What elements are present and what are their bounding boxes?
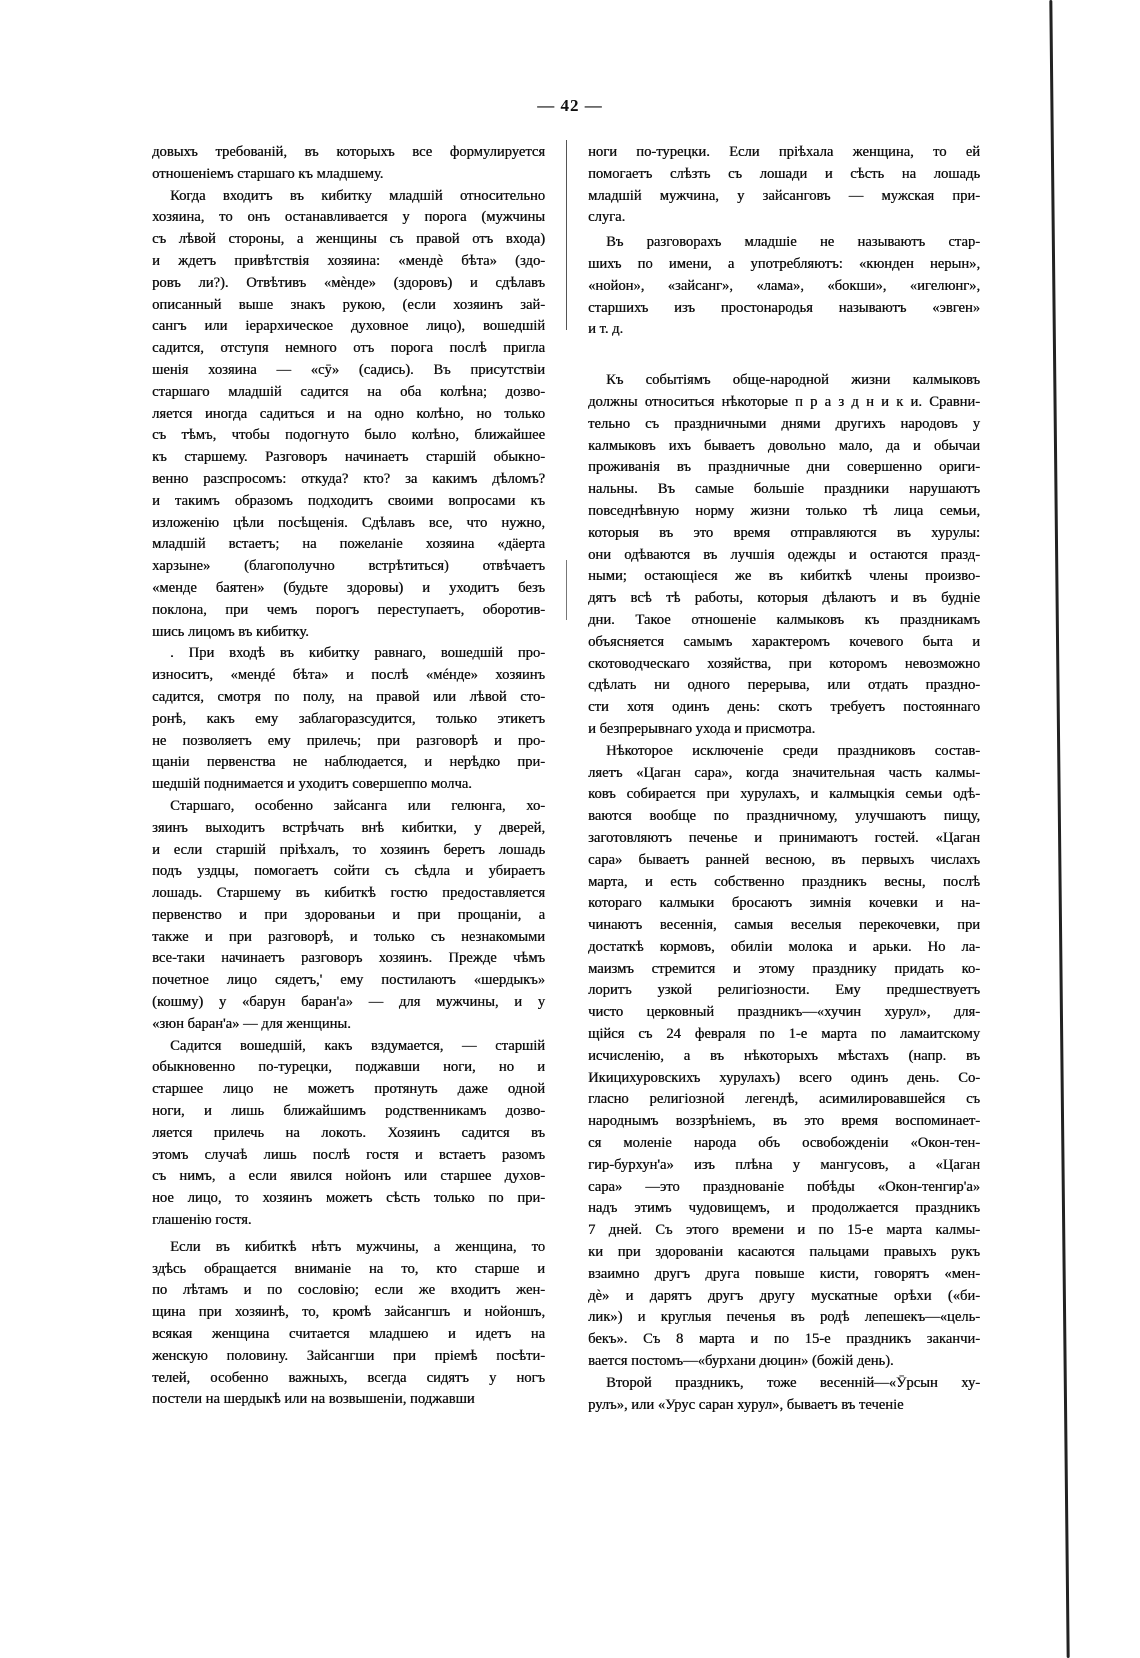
text-line: отношеніемъ старшаго къ младшему. — [152, 165, 384, 182]
page-number: — 42 — — [537, 96, 603, 115]
text-line: нальны. Въ самые большіе праздники нарушаютъ — [588, 481, 980, 498]
text-line: щаніи первенства не наблюдается, и нерѣдко при- — [152, 754, 545, 771]
text-line: старшихъ изъ простонародья называютъ «эвген» — [588, 299, 980, 316]
paragraph — [588, 142, 980, 229]
text-line: поклона, при чемъ порогъ переступаетъ, оборотив- — [152, 601, 545, 618]
text-line: рулъ», или «Урус саран хурул», бываетъ въ теченіе — [588, 1396, 904, 1413]
text-line: достаткѣ кормовъ, обиліи молока и арьки. Но ла- — [588, 938, 980, 955]
text-line: бекъ». Съ 8 марта и по 15-е праздникъ заканчи- — [588, 1331, 980, 1348]
text-line: и такимъ образомъ подходитъ своими вопросами къ — [152, 492, 545, 509]
right-column — [588, 142, 980, 1416]
paragraph — [588, 370, 980, 741]
text-line: . При входѣ въ кибитку равнаго, вошедшій про- — [170, 645, 545, 662]
text-line: этомъ случаѣ лишь послѣ гостя и встаетъ разомъ — [152, 1146, 545, 1163]
text-line: котораго калмыки бросаютъ зимнія кочевки и на- — [588, 895, 980, 912]
text-line: скотоводческаго хозяйства, при которомъ невозможно — [588, 655, 980, 672]
text-line: съ тѣмъ, чтобы подогнуто было колѣно, ближайшее — [152, 427, 545, 444]
text-line: объясняется самымъ характеромъ кочевого быта и — [588, 633, 980, 650]
paragraph — [152, 643, 545, 796]
text-line: дни. Такое отношеніе калмыковъ къ праздникамъ — [588, 611, 980, 628]
text-line: калмыковъ ихъ бываетъ довольно мало, да и обычаи — [588, 437, 980, 454]
text-line: сара» бываетъ ранней весною, въ первыхъ числахъ — [588, 851, 980, 868]
text-line: хозяина, то онъ останавливается у порога (мужчины — [152, 209, 545, 226]
text-line: обыкновенно по-турецки, поджавши ноги, но и — [152, 1059, 545, 1076]
text-line: «нойон», «зайсанг», «лама», «бокши», «игелюнг», — [588, 277, 980, 294]
text-line: младшій мужчина, у зайсанговъ — мужская при- — [588, 187, 980, 204]
text-line: Нѣкоторое исключеніе среди праздниковъ состав- — [606, 742, 980, 759]
text-line: ровъ ли?). Отвѣтивъ «мѐнде» (здоровъ) и сдѣлавъ — [152, 274, 545, 291]
text-line: гласно религіозной легендѣ, асимилировавшейся съ — [588, 1091, 980, 1108]
paragraph — [152, 1237, 545, 1411]
text-line: почетное лицо сядетъ,' ему постилаютъ «шердыкъ» — [152, 972, 545, 989]
text-line: исчисленію, а въ нѣкоторыхъ мѣстахъ (напр. въ — [588, 1047, 980, 1064]
text-line: все-таки начинаетъ разговоръ хозяинъ. Прежде чѣмъ — [152, 950, 545, 967]
text-line: ноги, и лишь ближайшимъ родственникамъ дозво- — [152, 1103, 545, 1120]
text-line: ваются вообще по праздничному, улучшаютъ пищу, — [588, 808, 980, 825]
text-line: ся моленіе народа объ освобожденіи «Окон-тен- — [588, 1135, 980, 1152]
text-line: ки при здорованіи касаются пальцами правыхъ рукъ — [588, 1244, 980, 1261]
text-line: женскую половину. Зайсангши при пріемѣ посѣти- — [152, 1347, 545, 1364]
text-line: Къ событіямъ обще-народной жизни калмыковъ — [606, 372, 980, 389]
text-line: подъ уздцы, помогаетъ сойти съ сѣдла и убираетъ — [152, 863, 545, 880]
paragraph — [152, 1036, 545, 1232]
text-line: сдѣлать ни одного перерыва, или отдать праздно- — [588, 677, 980, 694]
paragraph — [588, 232, 980, 341]
text-line: 7 дней. Съ этого времени и по 15-е марта калмы- — [588, 1222, 980, 1239]
text-line: ляетъ «Цаган сара», когда значительная часть калмы- — [588, 764, 980, 781]
text-line: и ждетъ привѣтствія хозяина: «мендѐ бѣта» (здо- — [152, 252, 545, 269]
text-line: Старшаго, особенно зайсанга или гелюнга, хо- — [170, 797, 545, 814]
text-line: ковъ собирается при хурулахъ, и калмыцкія семьи одѣ- — [588, 786, 980, 803]
text-line: старшее лицо не можетъ протянуть даже одной — [152, 1081, 545, 1098]
text-line: зяинъ выходитъ встрѣчать внѣ кибитки, у дверей, — [152, 819, 545, 836]
text-line: описанный выше знакъ рукою, (если хозяинъ зай- — [152, 296, 545, 313]
text-line: износитъ, «мендé бѣта» и послѣ «мéнде» хозяинъ — [152, 667, 545, 684]
text-line: дѐ» и дарятъ другъ другу мускатные орѣхи («би- — [588, 1287, 980, 1304]
text-line: ное лицо, то хозяинъ можетъ сѣсть только по при- — [152, 1190, 545, 1207]
text-line: вается постомъ—«бурхани дюцин» (божій день). — [588, 1353, 894, 1370]
text-line: первенство и при здорованьи и при прощаніи, а — [152, 906, 545, 923]
paragraph — [152, 796, 545, 1036]
text-line: маизмъ стремится и этому празднику придать ко- — [588, 960, 980, 977]
text-line: заготовляютъ печенье и принимаютъ гостей. «Цаган — [588, 829, 980, 846]
text-line: старшаго младшій садится на оба колѣна; дозво- — [152, 383, 545, 400]
paragraph — [152, 186, 545, 644]
column-divider-fragment — [566, 560, 567, 620]
text-line: телей, особенно важныхъ, всегда сидятъ у ногъ — [152, 1369, 545, 1386]
text-line: младшій встаетъ; на пожеланіе хозяина «дäерта — [152, 536, 545, 553]
text-line: здѣсь обращается вниманіе на то, кто старше и — [152, 1260, 545, 1277]
text-line: лик») и круглыя печенья въ родѣ лепешекъ—«цель- — [588, 1309, 980, 1326]
text-line: гир-бурхун'а» изъ плѣна у мангусовъ, а «Цаган — [588, 1156, 980, 1173]
text-line: (кошму) у «барун баран'а» — для мужчины, и у — [152, 994, 545, 1011]
text-line: Если въ кибиткѣ нѣтъ мужчины, а женщина, то — [170, 1238, 545, 1255]
text-line: щійся съ 24 февраля по 1-е марта по ламаитскому — [588, 1026, 980, 1043]
text-line: садится, смотря по полу, на правой или лѣвой сто- — [152, 688, 545, 705]
text-line: ляется иногда садиться и на одно колѣно, но только — [152, 405, 545, 422]
text-line: шихъ по имени, а употребляютъ: «кюнден нерын», — [588, 255, 980, 272]
text-line: не позволяетъ ему прилечь; при разговорѣ и про- — [152, 732, 545, 749]
text-line: которыя въ это время отправляются въ хурулы: — [588, 524, 980, 541]
text-line: Садится вошедшій, какъ вздумается, — старшій — [170, 1037, 545, 1054]
text-line: шенія хозяина — «сӯ» (садись). Въ присутствіи — [152, 361, 545, 378]
text-line: всякая женщина считается младшею и идетъ на — [152, 1326, 545, 1343]
text-line: помогаетъ слѣзть съ лошади и сѣсть на лошадь — [588, 165, 980, 182]
text-line: сти хотя одинъ день: скотъ требуетъ постояннаго — [588, 699, 980, 716]
scan-page-edge — [1049, 0, 1069, 1658]
text-line: Когда входитъ въ кибитку младшій относительно — [170, 187, 545, 204]
text-line: щина при хозяинѣ, то, кромѣ зайсангшъ и нойоншъ, — [152, 1304, 545, 1321]
text-line: «зюн баран'а» — для женщины. — [152, 1015, 351, 1032]
text-line: шись лицомъ въ кибитку. — [152, 623, 309, 640]
text-line: изложенію цѣли посѣщенія. Сдѣлавъ все, что нужно, — [152, 514, 545, 531]
left-column — [152, 142, 545, 1411]
text-line: марта, и есть собственно праздникъ весны, послѣ — [588, 873, 980, 890]
text-line: чинаютъ весеннія, самыя веселыя перекочевки, при — [588, 917, 980, 934]
text-line: харзыне» (благополучно встрѣтиться) отвѣчаетъ — [152, 558, 545, 575]
text-line: ляется прилечь на локоть. Хозяинъ садится въ — [152, 1124, 545, 1141]
text-line: «менде баятен» (будьте здоровы) и уходитъ безъ — [152, 579, 545, 596]
text-line: Икицихуровскихъ хурулахъ) всего одинъ день. Со- — [588, 1069, 980, 1086]
text-line: чисто церковный праздникъ—«хучин хурул», для- — [588, 1004, 980, 1021]
text-line: слуга. — [588, 209, 626, 226]
text-line: они одѣваются въ лучшія одежды и остаются празд- — [588, 546, 980, 563]
text-line: ноги по-турецки. Если пріѣхала женщина, то ей — [588, 144, 980, 160]
text-line: и безпрерывнаго ухода и присмотра. — [588, 720, 816, 737]
text-line: лоритъ узкой религіозности. Ему предшествуетъ — [588, 982, 980, 999]
text-line: довыхъ требованій, въ которыхъ все формулируется — [152, 144, 545, 160]
text-line: народнымъ воззрѣніемъ, въ это время воспоминает- — [588, 1113, 980, 1130]
text-line: повседнѣвную норму жизни только тѣ лица семьи, — [588, 502, 980, 519]
text-line: сангъ или іерархическое духовное лицо), вошедшій — [152, 318, 545, 335]
text-line: тельно съ праздничными днями другихъ народовъ у — [588, 415, 980, 432]
paragraph — [588, 1373, 980, 1417]
text-line: лошадь. Старшему въ кибиткѣ гостю предоставляется — [152, 885, 545, 902]
text-line: по лѣтамъ и по сословію; если же входитъ жен- — [152, 1282, 545, 1299]
text-line: дятъ всѣ тѣ работы, которыя дѣлаютъ и въ будніе — [588, 590, 980, 607]
column-divider — [566, 140, 567, 330]
text-line: и если старшій пріѣхалъ, то хозяинъ беретъ лошадь — [152, 841, 545, 858]
text-line: Второй праздникъ, тоже весенній—«Ӯрсын ху- — [606, 1374, 980, 1391]
text-line: глашенію гостя. — [152, 1212, 252, 1229]
text-line: надъ этимъ чудовищемъ, и продолжается праздникъ — [588, 1200, 980, 1217]
text-line: садится, отступя немного отъ порога послѣ пригла — [152, 340, 545, 357]
text-line: Въ разговорахъ младшіе не называютъ стар- — [606, 234, 980, 251]
text-line: также и при разговорѣ, и только съ незнакомыми — [152, 928, 545, 945]
text-line: ными; остающіеся же въ кибиткѣ члены произво- — [588, 568, 980, 585]
text-line: взаимно другъ друга повыше кисти, говорятъ «мен- — [588, 1265, 980, 1282]
text-line: ронѣ, какъ ему заблагоразсудится, только этикетъ — [152, 710, 545, 727]
text-line: постели на шердыкѣ или на возвышеніи, поджавши — [152, 1391, 475, 1408]
text-line: венно разспросомъ: откуда? кто? за какимъ дѣломъ? — [152, 470, 545, 487]
text-line: и т. д. — [588, 321, 624, 338]
text-line: шедшій поднимается и уходитъ совершеппо молча. — [152, 776, 472, 793]
text-line: сара» —это празднованіе побѣды «Окон-тенгир'а» — [588, 1178, 980, 1195]
text-line: должны относиться нѣкоторые п р а з д н и к и. Сравни- — [588, 393, 980, 410]
text-line: проживанія въ праздничные дни совершенно ориги- — [588, 459, 980, 476]
text-line: съ лѣвой стороны, а женщины съ правой отъ входа) — [152, 231, 545, 248]
text-line: съ нимъ, а если явился нойонъ или старшее духов- — [152, 1168, 545, 1185]
text-line: къ старшему. Разговоръ начинаетъ старшій обыкно- — [152, 449, 545, 466]
paragraph — [588, 741, 980, 1373]
paragraph — [152, 142, 545, 186]
